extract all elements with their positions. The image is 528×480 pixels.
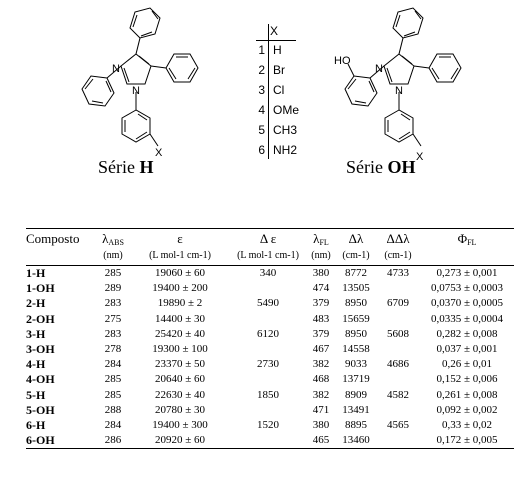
cell-composto: 6-H: [26, 418, 46, 433]
table-row: [26, 266, 514, 282]
cell-dl: 8909: [345, 388, 367, 401]
cell-dl: 13491: [342, 403, 370, 416]
cell-composto: 1-H: [26, 266, 46, 280]
x-label-left: X: [155, 147, 163, 159]
phenyl-right-right: [429, 54, 461, 82]
cell-dl: 13505: [342, 282, 370, 295]
cell-deps: [230, 342, 306, 357]
cell-deps: [230, 403, 306, 418]
table-row: [26, 342, 514, 357]
header-eps-unit: (L mol-1 cm-1): [130, 249, 230, 266]
ho-label-right: HO: [334, 55, 351, 67]
cell-labs: 275: [104, 312, 122, 325]
serie-h-bold: H: [139, 157, 154, 177]
cell-ddl: [376, 433, 420, 449]
cell-ddl: 4582: [387, 388, 409, 401]
structures-figure: [0, 0, 528, 215]
cell-eps: 20640 ± 60: [154, 373, 206, 386]
table-row: [26, 327, 514, 342]
cell-eps: 25420 ± 40: [154, 327, 206, 340]
cell-phi: 0,273 ± 0,001: [436, 267, 498, 279]
cell-lfl: 468: [312, 373, 330, 386]
cell-phi: 0,037 ± 0,001: [436, 343, 498, 356]
table-row: [26, 312, 514, 327]
n-label-right-top: N: [375, 63, 383, 75]
table-row: [26, 372, 514, 387]
cell-composto: 4-OH: [26, 372, 55, 387]
cell-labs: 283: [104, 297, 122, 310]
cell-ddl: [376, 312, 420, 327]
header-labs-unit: (nm): [96, 249, 130, 266]
cell-phi: 0,26 ± 0,01: [441, 358, 493, 371]
cell-composto: 3-H: [26, 326, 46, 341]
header-deps: Δ ε: [230, 229, 306, 250]
cell-labs: 284: [104, 419, 122, 432]
substituent-row: 3 Cl: [258, 83, 285, 97]
cell-phi: 0,172 ± 0,005: [420, 433, 514, 449]
cell-eps: 22630 ± 40: [154, 388, 206, 401]
cell-labs: 288: [104, 403, 122, 416]
cell-dl: 8895: [345, 419, 367, 432]
cell-phi: 0,0335 ± 0,0004: [430, 312, 504, 325]
cell-phi: 0,282 ± 0,008: [436, 327, 498, 340]
serie-h-label: [98, 157, 154, 178]
cell-composto: 1-OH: [26, 281, 55, 296]
cell-lfl: 465: [306, 433, 336, 449]
substituent-row: 4 OMe: [258, 103, 300, 117]
cell-dl: 8772: [345, 267, 367, 279]
cell-labs: 284: [104, 358, 122, 371]
header-lfl: $\lambda_{FL}$: [306, 229, 336, 250]
cell-labs: 285: [104, 267, 122, 279]
phenol-ring-right: [345, 76, 377, 106]
header-deps-unit: (L mol-1 cm-1): [230, 249, 306, 266]
header-ddl-unit: (cm-1): [376, 249, 420, 266]
cell-deps: 2730: [257, 358, 279, 371]
cell-eps: 19300 ± 100: [152, 343, 208, 356]
phenyl-bottom-left: [122, 110, 150, 142]
cell-composto: 5-OH: [26, 402, 55, 417]
cell-composto: 5-H: [26, 387, 46, 402]
substituent-row: 1 H: [258, 43, 282, 57]
cell-ddl: 5608: [387, 327, 409, 340]
cell-ddl: [376, 372, 420, 387]
header-dl-unit: (cm-1): [336, 249, 376, 266]
cell-lfl: 474: [312, 282, 330, 295]
cell-labs: 278: [104, 343, 122, 356]
cell-labs: 283: [104, 327, 122, 340]
cell-ddl: [376, 281, 420, 296]
cell-composto: 2-OH: [26, 311, 55, 326]
cell-labs: 286: [96, 433, 130, 449]
cell-lfl: 382: [312, 358, 330, 371]
photophysical-data-table: [26, 228, 514, 449]
cell-dl: 13460: [336, 433, 376, 449]
cell-eps: 19400 ± 300: [152, 419, 208, 432]
serie-h-text: Série: [98, 157, 140, 177]
cell-lfl: 467: [312, 343, 330, 356]
cell-deps: [230, 281, 306, 296]
header-composto-unit: [26, 249, 96, 266]
header-phi-unit: [420, 249, 514, 266]
cell-composto: 2-H: [26, 296, 46, 311]
cell-eps: 14400 ± 30: [154, 312, 206, 325]
cell-phi: 0,33 ± 0,02: [441, 419, 493, 432]
cell-phi: 0,0753 ± 0,0003: [430, 282, 504, 295]
cell-dl: 13719: [342, 373, 370, 386]
header-dl: Δλ: [336, 229, 376, 250]
cell-dl: 8950: [345, 327, 367, 340]
cell-dl: 15659: [342, 312, 370, 325]
header-phi: $\Phi_{FL}$: [420, 229, 514, 250]
cell-phi: 0,261 ± 0,008: [436, 388, 498, 401]
serie-oh-bold: OH: [387, 157, 416, 177]
substituent-row: 6 NH2: [258, 143, 298, 157]
cell-eps: 19890 ± 2: [157, 297, 203, 310]
cell-dl: 8950: [345, 297, 367, 310]
cell-lfl: 380: [312, 267, 330, 279]
n-label-right-bottom: N: [395, 85, 403, 97]
imidazole-ring-right: [384, 54, 414, 84]
header-lfl-unit: (nm): [306, 249, 336, 266]
n-label-left-bottom: N: [132, 85, 140, 97]
cell-lfl: 483: [312, 312, 330, 325]
cell-lfl: 379: [312, 327, 330, 340]
cell-composto: 3-OH: [26, 342, 55, 357]
cell-eps: 19400 ± 200: [152, 282, 208, 295]
header-labs: $\lambda_{ABS}$: [96, 229, 130, 250]
table-row: [26, 388, 514, 403]
n-label-left-top: N: [112, 63, 120, 75]
cell-deps: 1850: [257, 388, 279, 401]
cell-phi: 0,152 ± 0,006: [436, 373, 498, 386]
table-row: [26, 403, 514, 418]
substituent-row: 2 Br: [258, 63, 285, 77]
cell-ddl: 6709: [387, 297, 409, 310]
cell-dl: 14558: [342, 343, 370, 356]
cell-dl: 9033: [345, 358, 367, 371]
cell-lfl: 382: [312, 388, 330, 401]
table-body: [26, 266, 514, 449]
table-row: [26, 281, 514, 296]
cell-eps: 20920 ± 60: [130, 433, 230, 449]
table-row: [26, 296, 514, 311]
cell-labs: 285: [104, 388, 122, 401]
header-eps: ε: [130, 229, 230, 250]
phenyl-left-left: [82, 76, 114, 106]
cell-lfl: 379: [312, 297, 330, 310]
cell-labs: 289: [104, 282, 122, 295]
cell-labs: 285: [104, 373, 122, 386]
cell-ddl: [376, 403, 420, 418]
cell-deps: 340: [259, 267, 277, 279]
substituent-header: X: [270, 24, 279, 38]
cell-ddl: [376, 342, 420, 357]
cell-ddl: 4733: [387, 267, 409, 279]
cell-deps: 6120: [257, 327, 279, 340]
cell-composto: 4-H: [26, 357, 46, 372]
x-label-right: X: [416, 151, 424, 163]
cell-lfl: 471: [312, 403, 330, 416]
serie-oh-text: Série: [346, 157, 388, 177]
substituent-row: 5 CH3: [258, 123, 298, 137]
cell-lfl: 380: [312, 419, 330, 432]
cell-phi: 0,092 ± 0,002: [436, 403, 498, 416]
cell-deps: 5490: [257, 297, 279, 310]
cell-ddl: 4686: [387, 358, 409, 371]
imidazole-ring-left: [121, 54, 151, 84]
cell-eps: 19060 ± 60: [154, 267, 206, 279]
cell-deps: [230, 433, 306, 449]
header-ddl: ΔΔλ: [376, 229, 420, 250]
cell-ddl: 4565: [387, 419, 409, 432]
table-row: [26, 418, 514, 433]
serie-oh-label: [346, 157, 416, 178]
cell-deps: [230, 312, 306, 327]
cell-eps: 20780 ± 30: [154, 403, 206, 416]
cell-phi: 0,0370 ± 0,0005: [430, 297, 504, 310]
header-composto: Composto: [26, 229, 96, 250]
cell-deps: [230, 372, 306, 387]
phenyl-bottom-right: [385, 110, 413, 142]
cell-deps: 1520: [257, 419, 279, 432]
table-row: [26, 357, 514, 372]
cell-eps: 23370 ± 50: [154, 358, 206, 371]
phenyl-right-left: [166, 54, 198, 82]
table-row: [26, 433, 514, 449]
cell-composto: 6-OH: [26, 433, 96, 449]
